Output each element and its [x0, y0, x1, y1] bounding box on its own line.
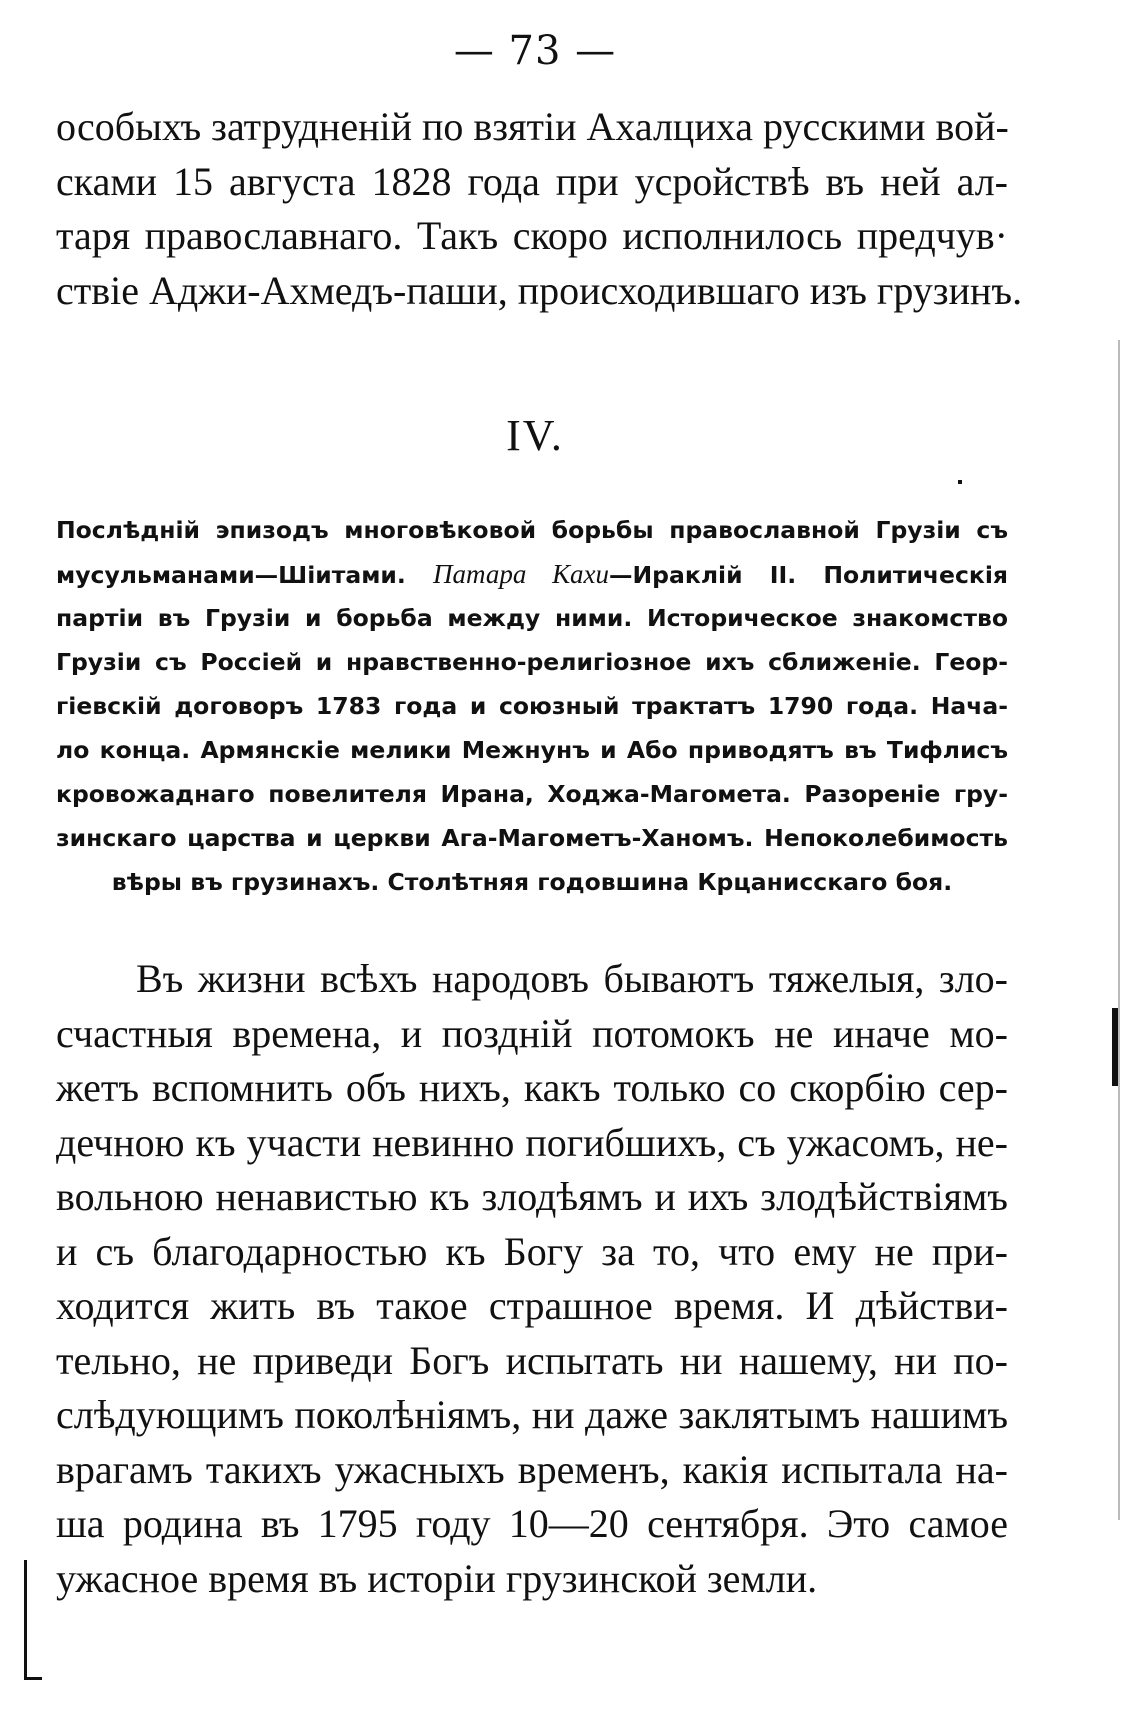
scan-edge-mark	[1112, 1008, 1118, 1086]
text-line: сками 15 августа 1828 года при усройствѣ въ ней ал-	[56, 158, 1008, 204]
text-line: слѣдующимъ поколѣніямъ, ни даже заклятымъ нашимъ	[56, 1392, 1008, 1437]
summary-line: мусульманами—Шіитами. Патара Кахи—Ираклій II. Политическія	[56, 559, 1009, 589]
summary-line: зинскаго царства и церкви Ага-Магометъ-Ханомъ. Непоколебимость	[56, 824, 1008, 852]
text-line: ходится жить въ такое страшное время. И дѣйстви-	[56, 1283, 1008, 1328]
top-paragraph	[56, 100, 1023, 318]
main-paragraph	[56, 952, 1008, 1606]
scan-edge-line	[1118, 340, 1120, 1520]
summary-line: партіи въ Грузіи и борьба между ними. Историческое знакомство	[56, 604, 1008, 632]
section-heading: IV.	[506, 411, 564, 460]
text-line: врагамъ такихъ ужасныхъ временъ, какія испытала на-	[56, 1446, 1008, 1492]
text-line: ужасное время въ исторіи грузинской земли.	[56, 1555, 818, 1601]
text-line: ша родина въ 1795 году 10—20 сентября. Это самое	[56, 1501, 1008, 1546]
text-line: жетъ вспомнить объ нихъ, какъ только со скорбію сер-	[56, 1065, 1008, 1110]
text-line: счастныя времена, и поздній потомокъ не иначе мо-	[56, 1010, 1008, 1056]
text-line: таря православнаго. Такъ скоро исполнилось предчув·	[56, 213, 1008, 258]
text-line: дечною къ участи невинно погибшихъ, съ ужасомъ, не-	[56, 1119, 1008, 1165]
text-line: и съ благодарностью къ Богу за то, что ему не при-	[56, 1228, 1008, 1274]
text-line: особыхъ затрудненій по взятіи Ахалциха русскими вой-	[56, 104, 1009, 149]
summary-italic: Патара Кахи	[433, 559, 610, 589]
page-number: — 73 —	[453, 28, 617, 74]
scan-corner-line	[24, 1560, 27, 1680]
text-line: вольною ненавистью къ злодѣямъ и ихъ злодѣйствіямъ	[56, 1174, 1008, 1219]
summary-line: Грузіи съ Россіей и нравственно-религіозное ихъ сближеніе. Геор-	[56, 648, 1008, 676]
summary-line: Послѣдній эпизодъ многовѣковой борьбы православной Грузіи съ	[56, 516, 1008, 544]
summary-line: ло конца. Армянскіе мелики Межнунъ и Або приводятъ въ Тифлисъ	[56, 736, 1008, 764]
scan-corner-foot	[24, 1677, 42, 1680]
scan-speck	[958, 480, 962, 484]
summary-line: кровожаднаго повелителя Ирана, Ходжа-Магомета. Разореніе гру-	[56, 780, 1008, 808]
text-line: Въ жизни всѣхъ народовъ бываютъ тяжелыя, зло-	[136, 956, 1008, 1001]
text-line: ствіе Аджи-Ахмедъ-паши, происходившаго изъ грузинъ.	[56, 267, 1023, 313]
text-line: тельно, не приведи Богъ испытать ни нашему, ни по-	[56, 1337, 1008, 1383]
summary-line: вѣры въ грузинахъ. Столѣтняя годовшина Крцанисскаго боя.	[111, 868, 953, 896]
chapter-summary	[56, 508, 1008, 904]
summary-line: гіевскій договоръ 1783 года и союзный трактатъ 1790 года. Нача-	[56, 692, 1008, 720]
